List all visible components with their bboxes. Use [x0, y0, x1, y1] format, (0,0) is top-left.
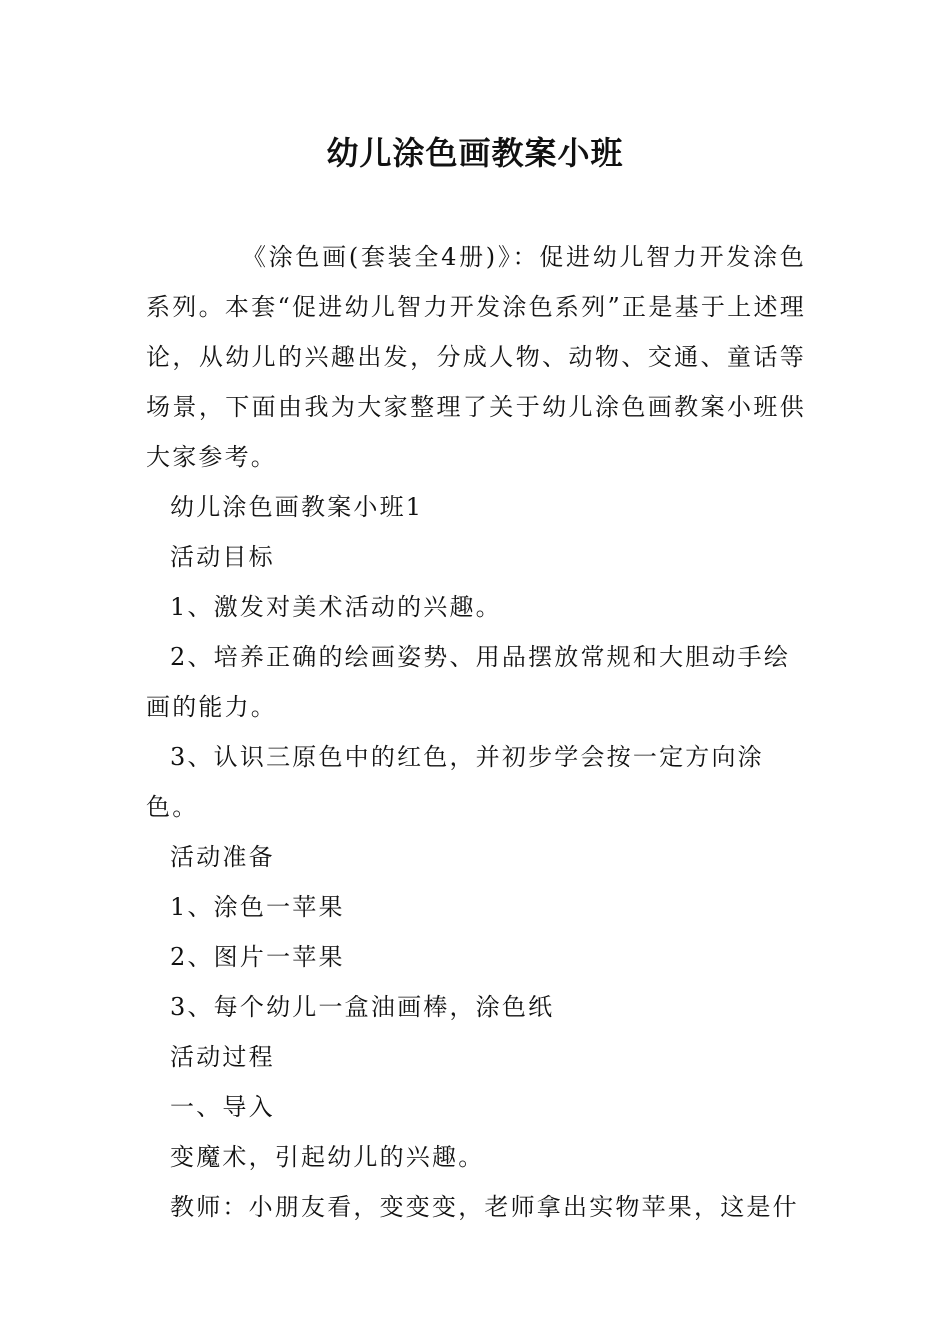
- goal-item-3: 3、认识三原色中的红色，并初步学会按一定方向涂色。: [146, 743, 764, 821]
- process-text-2: 教师：小朋友看，变变变，老师拿出实物苹果，这是什: [170, 1193, 799, 1221]
- process-text-1: 变魔术，引起幼儿的兴趣。: [170, 1143, 485, 1171]
- intro-paragraph: 《涂色画(套装全4册)》：促进幼儿智力开发涂色系列。本套“促进幼儿智力开发涂色系列”正是基于上述理论，从幼儿的兴趣出发，分成人物、动物、交通、童话等场景，下面由我为大家整理了关于幼儿涂色画教案小班供大家参考。: [146, 243, 806, 471]
- process-step-heading: 一、导入: [170, 1093, 275, 1121]
- goal-item-2: 2、培养正确的绘画姿势、用品摆放常规和大胆动手绘画的能力。: [146, 643, 791, 721]
- preparation-item-3: 3、每个幼儿一盒油画棒，涂色纸: [170, 993, 555, 1021]
- preparation-item-2: 2、图片一苹果: [170, 943, 345, 971]
- lesson-heading: 幼儿涂色画教案小班1: [170, 493, 424, 521]
- section-heading-preparation: 活动准备: [170, 843, 275, 871]
- goal-item-1: 1、激发对美术活动的兴趣。: [170, 593, 502, 621]
- document-title: 幼儿涂色画教案小班: [326, 134, 624, 172]
- document-body: [146, 232, 806, 1232]
- section-heading-process: 活动过程: [170, 1043, 275, 1071]
- preparation-item-1: 1、涂色一苹果: [170, 893, 345, 921]
- section-heading-goals: 活动目标: [170, 543, 275, 571]
